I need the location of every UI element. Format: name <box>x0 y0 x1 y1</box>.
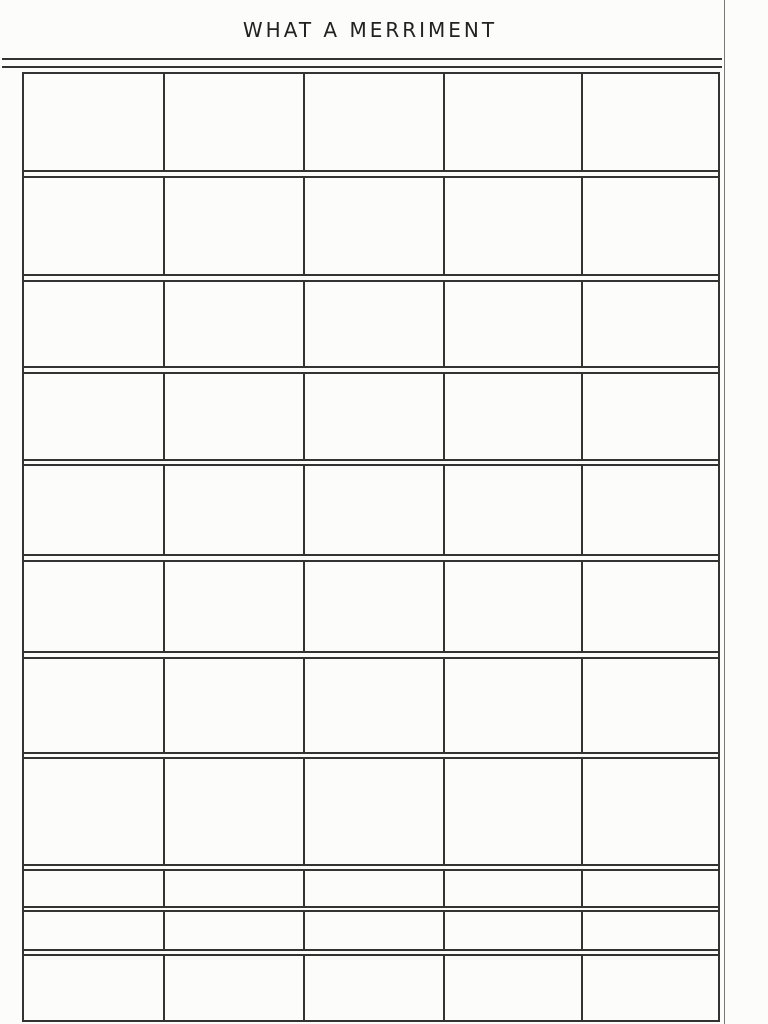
bar-line <box>303 956 305 1020</box>
bar-line <box>303 659 305 752</box>
bar-line <box>303 178 305 274</box>
bar-line <box>303 466 305 554</box>
bar-line <box>581 562 583 651</box>
stave <box>24 757 718 866</box>
bar-line <box>581 282 583 366</box>
bar-line <box>303 374 305 459</box>
bar-line <box>163 178 165 274</box>
bar-line <box>303 759 305 864</box>
stave <box>24 72 718 172</box>
bar-line <box>581 466 583 554</box>
bar-line <box>163 282 165 366</box>
bar-line <box>163 374 165 459</box>
bar-line <box>443 282 445 366</box>
bar-line <box>163 562 165 651</box>
bar-line <box>303 871 305 906</box>
bar-line <box>443 466 445 554</box>
stave <box>24 280 718 368</box>
bar-line <box>303 562 305 651</box>
bar-line <box>581 659 583 752</box>
bar-line <box>581 871 583 906</box>
bar-line <box>163 956 165 1020</box>
bar-line <box>163 871 165 906</box>
bar-line <box>163 912 165 949</box>
bar-line <box>443 374 445 459</box>
page-title: WHAT A MERRIMENT <box>242 18 498 42</box>
bar-line <box>303 282 305 366</box>
bar-line <box>581 178 583 274</box>
bar-line <box>581 74 583 170</box>
stave <box>24 560 718 653</box>
stave <box>24 372 718 461</box>
bar-line <box>443 178 445 274</box>
bar-line <box>303 912 305 949</box>
bar-line <box>443 562 445 651</box>
title-divider <box>2 58 722 68</box>
bar-line <box>581 956 583 1020</box>
bar-line <box>443 74 445 170</box>
score-grid <box>22 72 720 1022</box>
stave <box>24 464 718 556</box>
stave <box>24 657 718 754</box>
bar-line <box>443 956 445 1020</box>
bar-line <box>443 659 445 752</box>
stave <box>24 910 718 951</box>
stave <box>24 954 718 1022</box>
page-edge <box>724 0 725 1024</box>
bar-line <box>443 759 445 864</box>
bar-line <box>303 74 305 170</box>
bar-line <box>443 912 445 949</box>
bar-line <box>163 74 165 170</box>
bar-line <box>581 759 583 864</box>
stave <box>24 869 718 908</box>
bar-line <box>581 912 583 949</box>
bar-line <box>163 659 165 752</box>
bar-line <box>581 374 583 459</box>
bar-line <box>443 871 445 906</box>
bar-line <box>163 466 165 554</box>
bar-line <box>163 759 165 864</box>
stave <box>24 176 718 276</box>
